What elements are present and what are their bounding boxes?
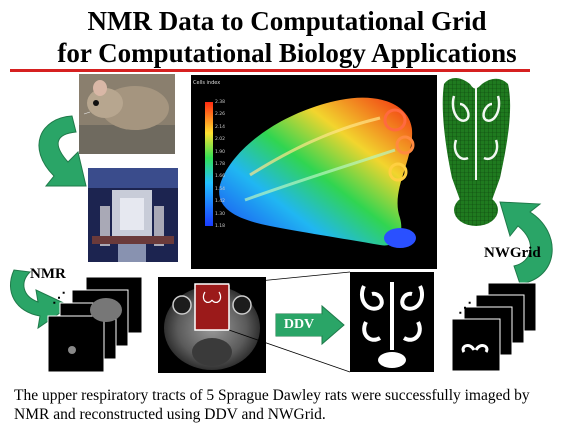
segmented-slice-stack <box>452 283 536 371</box>
title-line-2: for Computational Biology Applications <box>57 38 517 68</box>
nmr-label: NMR <box>30 266 66 282</box>
title-line-1: NMR Data to Computational Grid <box>87 6 487 36</box>
colorbar-title: Cells index <box>193 80 221 86</box>
colorbar-tick-label: 1.18 <box>215 224 226 229</box>
colorbar-tick-label: 1.30 <box>215 211 226 217</box>
colorbar-tick-label: 1.54 <box>215 186 226 192</box>
rat-photo <box>79 74 175 154</box>
colorbar-tick-label: 1.78 <box>215 162 226 167</box>
segmented-airway <box>350 272 434 372</box>
colorbar-tick-label: 1.66 <box>215 174 226 180</box>
svg-text:⋰: ⋰ <box>52 291 66 306</box>
colorbar-tick-label: 1.90 <box>215 149 226 155</box>
colorbar-tick-label: 2.38 <box>215 100 226 105</box>
colorbar-tick-label: 2.26 <box>215 112 226 118</box>
nmr-scanner-photo <box>88 168 178 262</box>
curved-arrow-rat-to-scanner <box>39 116 86 186</box>
nwgrid-label: NWGrid <box>484 245 541 261</box>
colorbar-tick-label: 2.14 <box>215 124 226 130</box>
colorbar-tick-label: 1.42 <box>215 199 226 205</box>
curved-arrow-to-mesh <box>500 202 552 284</box>
mri-slice <box>158 277 266 373</box>
nmr-slice-stack <box>48 277 142 372</box>
colorbar-ticks <box>215 100 235 228</box>
ddv-label: DDV <box>276 314 322 336</box>
colorbar <box>205 102 213 226</box>
svg-text:⋰: ⋰ <box>458 301 472 316</box>
caption: The upper respiratory tracts of 5 Sprague Dawley rats were successfully imaged by NMR and reconstructed using DDV and NWGrid. <box>14 387 530 423</box>
colorbar-tick-label: 2.02 <box>215 137 226 143</box>
